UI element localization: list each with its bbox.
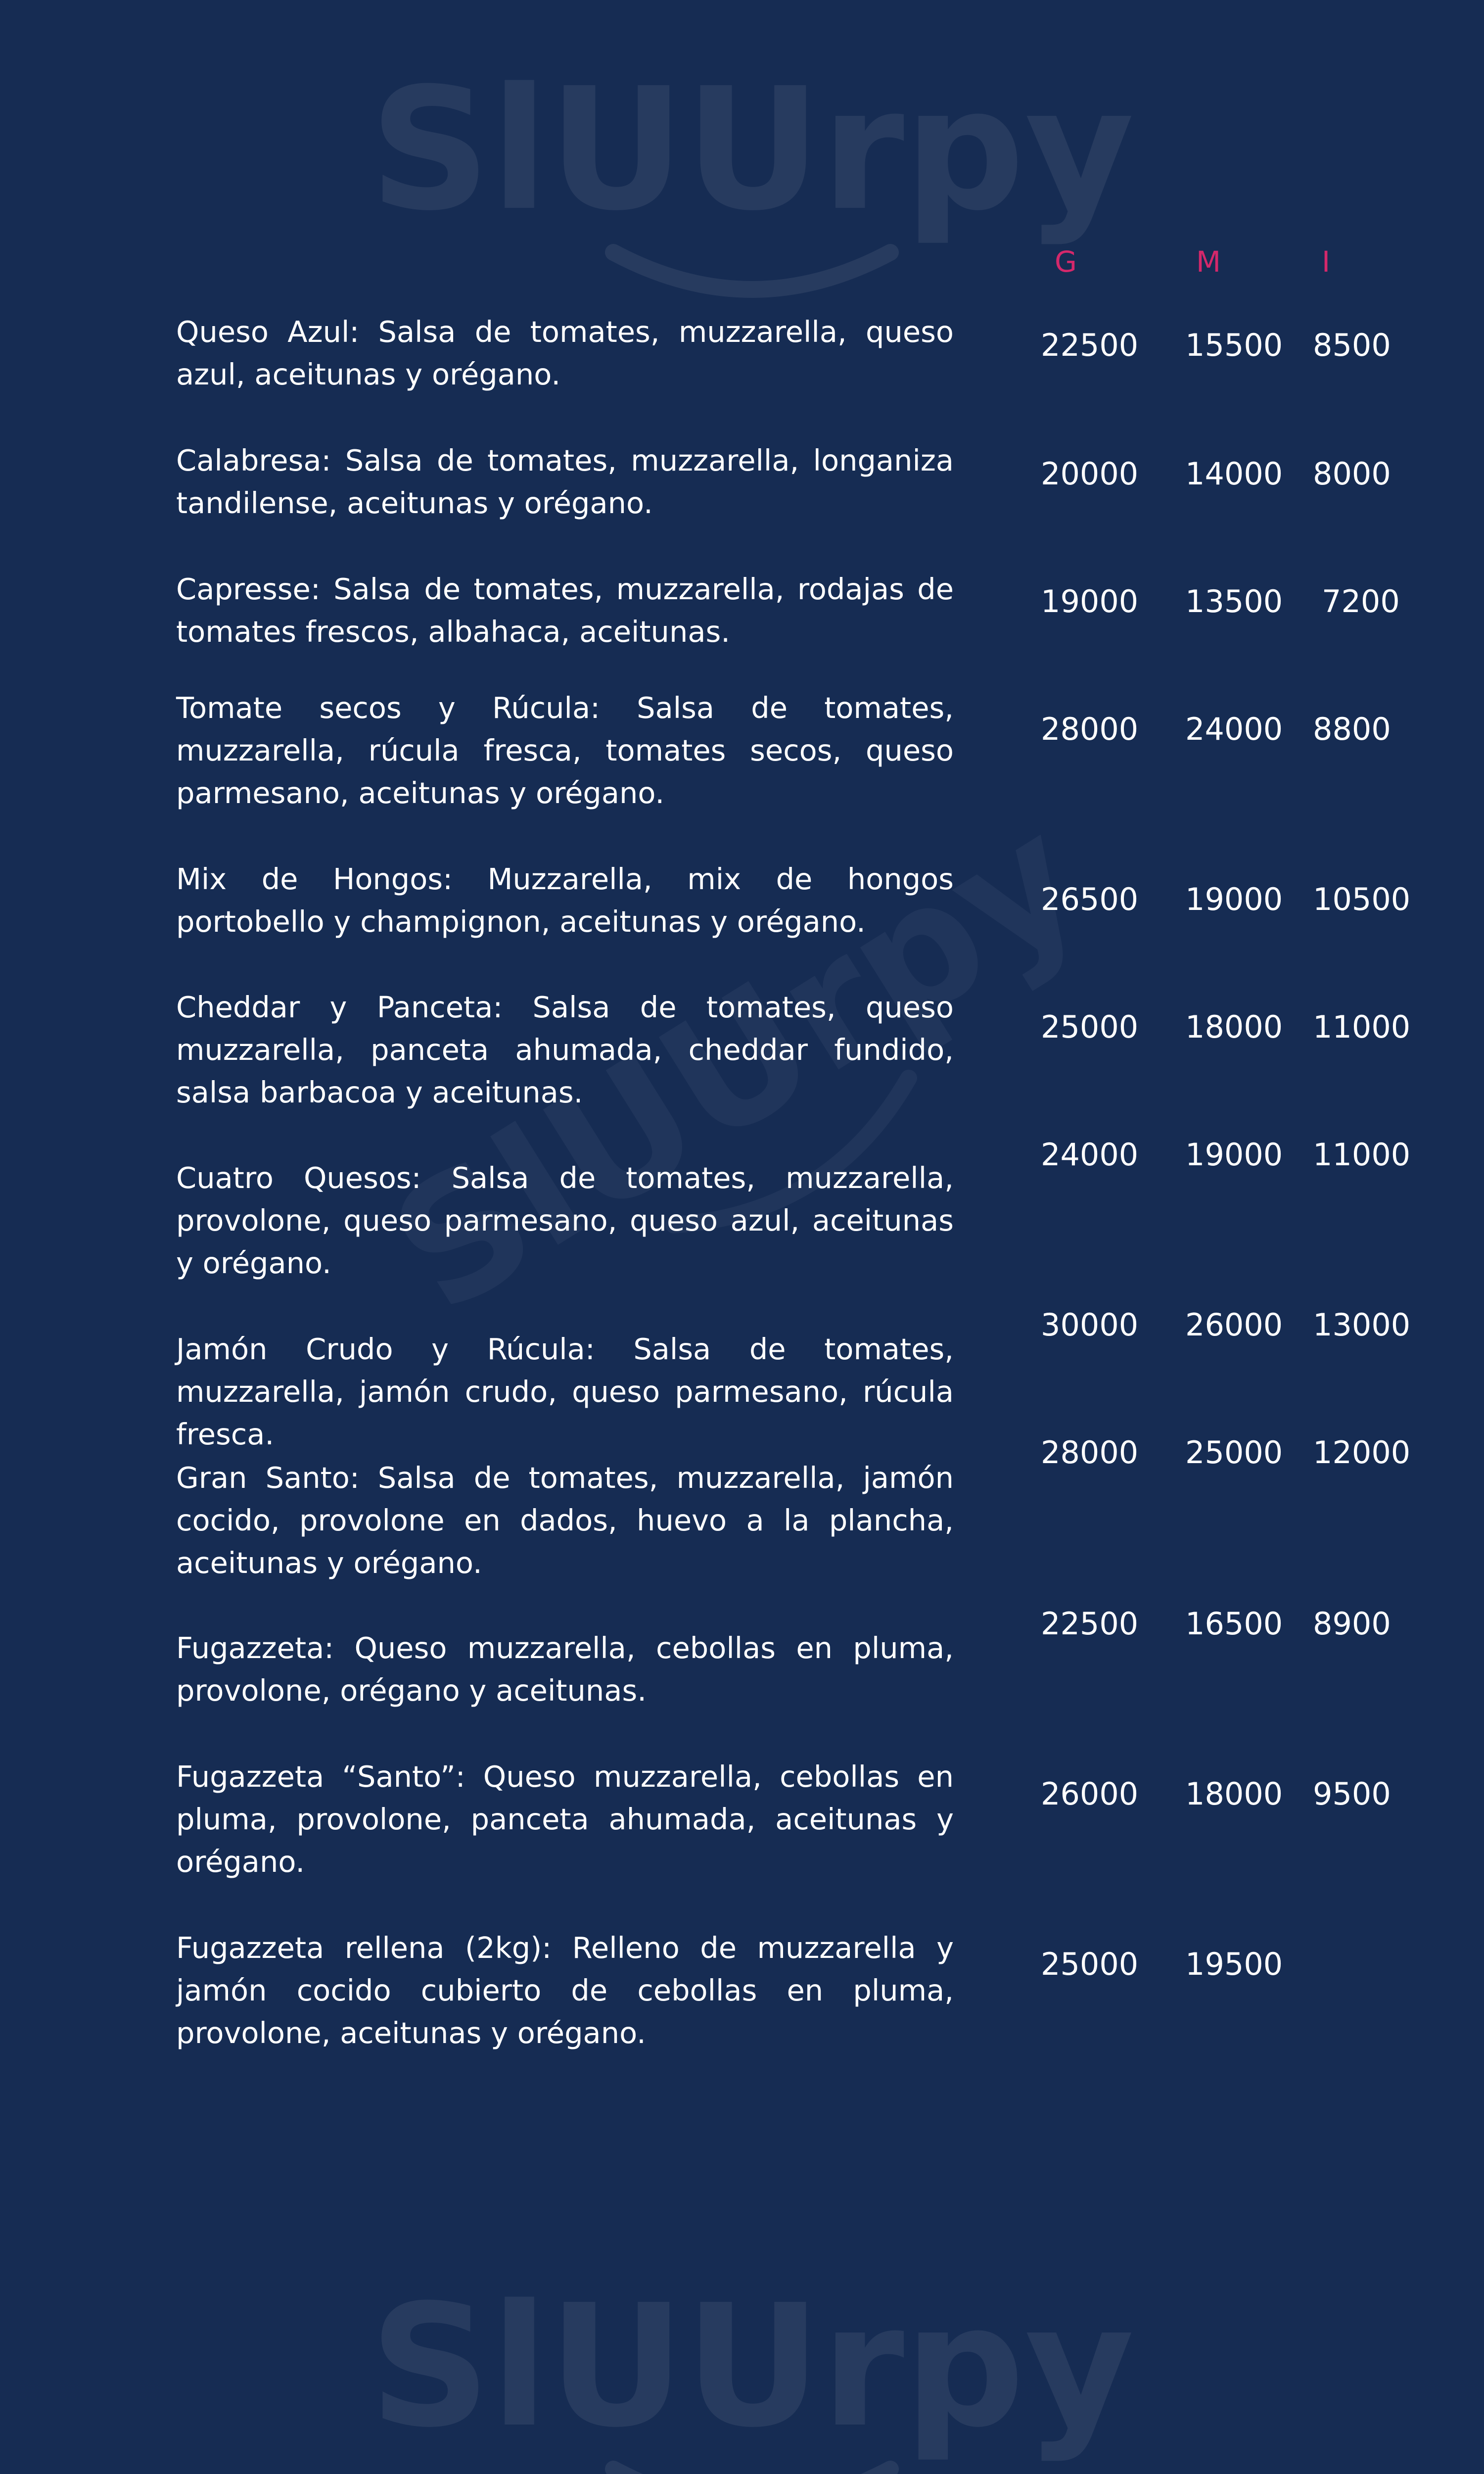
price-individual: 8800 bbox=[1313, 711, 1391, 747]
item-description: Queso Azul: Salsa de tomates, muzzarella, queso azul, aceitunas y orégano. bbox=[176, 315, 954, 391]
item-description: Fugazzeta rellena (2kg): Relleno de muzzarella y jamón cocido cubierto de cebollas en pluma, provolone, aceitunas y orégano. bbox=[176, 1931, 954, 2050]
price-large: 26000 bbox=[1041, 1776, 1139, 1812]
price-large: 26500 bbox=[1041, 881, 1139, 917]
size-header-m: M bbox=[1196, 245, 1221, 279]
price-large: 28000 bbox=[1041, 1434, 1139, 1471]
item-description: Calabresa: Salsa de tomates, muzzarella, longaniza tandilense, aceitunas y orégano. bbox=[176, 443, 954, 520]
price-large: 20000 bbox=[1041, 456, 1139, 492]
price-large: 24000 bbox=[1041, 1137, 1139, 1173]
price-individual: 8500 bbox=[1313, 327, 1391, 363]
svg-text:SlUUrpy: SlUUrpy bbox=[369, 52, 1135, 248]
price-medium: 13500 bbox=[1185, 583, 1283, 619]
menu-item-calabresa bbox=[176, 439, 954, 583]
price-medium: 16500 bbox=[1185, 1606, 1283, 1642]
price-large: 25000 bbox=[1041, 1009, 1139, 1045]
watermark-logo bbox=[356, 20, 1148, 336]
menu-item-fugazzeta-santo bbox=[176, 1756, 954, 1899]
price-individual: 9500 bbox=[1313, 1776, 1391, 1812]
price-individual: 13000 bbox=[1313, 1307, 1411, 1343]
price-individual: 10500 bbox=[1313, 881, 1411, 917]
price-large: 22500 bbox=[1041, 1606, 1139, 1642]
price-medium: 24000 bbox=[1185, 711, 1283, 747]
price-medium: 19000 bbox=[1185, 881, 1283, 917]
menu-item-fugazzeta-rellena bbox=[176, 1927, 954, 2070]
item-description: Jamón Crudo y Rúcula: Salsa de tomates, muzzarella, jamón crudo, queso parmesano, rúcula fresca. bbox=[176, 1332, 954, 1451]
menu-item-fugazzeta bbox=[176, 1627, 954, 1770]
price-large: 22500 bbox=[1041, 327, 1139, 363]
price-individual: 11000 bbox=[1313, 1137, 1411, 1173]
menu-item-gran-santo bbox=[176, 1457, 954, 1600]
item-description: Fugazzeta: Queso muzzarella, cebollas en pluma, provolone, orégano y aceitunas. bbox=[176, 1631, 954, 1708]
price-individual: 7200 bbox=[1322, 583, 1400, 619]
price-medium: 14000 bbox=[1185, 456, 1283, 492]
item-description: Gran Santo: Salsa de tomates, muzzarella, jamón cocido, provolone en dados, huevo a la plancha, aceitunas y orégano. bbox=[176, 1461, 954, 1580]
item-description: Fugazzeta “Santo”: Queso muzzarella, cebollas en pluma, provolone, panceta ahumada, aceitunas y orégano. bbox=[176, 1760, 954, 1879]
price-medium: 26000 bbox=[1185, 1307, 1283, 1343]
svg-text:SlUUrpy: SlUUrpy bbox=[369, 2269, 1135, 2465]
price-medium: 19000 bbox=[1185, 1137, 1283, 1173]
item-description: Cheddar y Panceta: Salsa de tomates, queso muzzarella, panceta ahumada, cheddar fundido, salsa barbacoa y aceitunas. bbox=[176, 990, 954, 1109]
price-medium: 15500 bbox=[1185, 327, 1283, 363]
price-medium: 19500 bbox=[1185, 1946, 1283, 1982]
item-description: Cuatro Quesos: Salsa de tomates, muzzarella, provolone, queso parmesano, queso azul, aceitunas y orégano. bbox=[176, 1161, 954, 1280]
menu-item-cuatro-quesos bbox=[176, 1157, 954, 1300]
menu-item-mix-hongos bbox=[176, 858, 954, 1001]
watermark-logo bbox=[356, 2236, 1148, 2474]
price-medium: 25000 bbox=[1185, 1434, 1283, 1471]
item-description: Mix de Hongos: Muzzarella, mix de hongos portobello y champignon, aceitunas y orégano. bbox=[176, 862, 954, 939]
item-description: Tomate secos y Rúcula: Salsa de tomates, muzzarella, rúcula fresca, tomates secos, queso parmesano, aceitunas y orégano. bbox=[176, 691, 954, 810]
price-large: 30000 bbox=[1041, 1307, 1139, 1343]
size-header-i: I bbox=[1322, 245, 1331, 279]
price-individual: 8900 bbox=[1313, 1606, 1391, 1642]
price-medium: 18000 bbox=[1185, 1009, 1283, 1045]
size-header-g: G bbox=[1055, 245, 1077, 279]
price-individual: 11000 bbox=[1313, 1009, 1411, 1045]
item-description: Capresse: Salsa de tomates, muzzarella, rodajas de tomates frescos, albahaca, aceitunas. bbox=[176, 572, 954, 649]
price-individual: 12000 bbox=[1313, 1434, 1411, 1471]
menu-item-jamon-crudo-rucula bbox=[176, 1328, 954, 1472]
menu-item-cheddar-panceta bbox=[176, 986, 954, 1130]
price-large: 25000 bbox=[1041, 1946, 1139, 1982]
price-large: 19000 bbox=[1041, 583, 1139, 619]
price-medium: 18000 bbox=[1185, 1776, 1283, 1812]
price-individual: 8000 bbox=[1313, 456, 1391, 492]
price-large: 28000 bbox=[1041, 711, 1139, 747]
menu-item-queso-azul bbox=[176, 311, 954, 454]
menu-item-tomate-secos-rucula bbox=[176, 687, 954, 830]
